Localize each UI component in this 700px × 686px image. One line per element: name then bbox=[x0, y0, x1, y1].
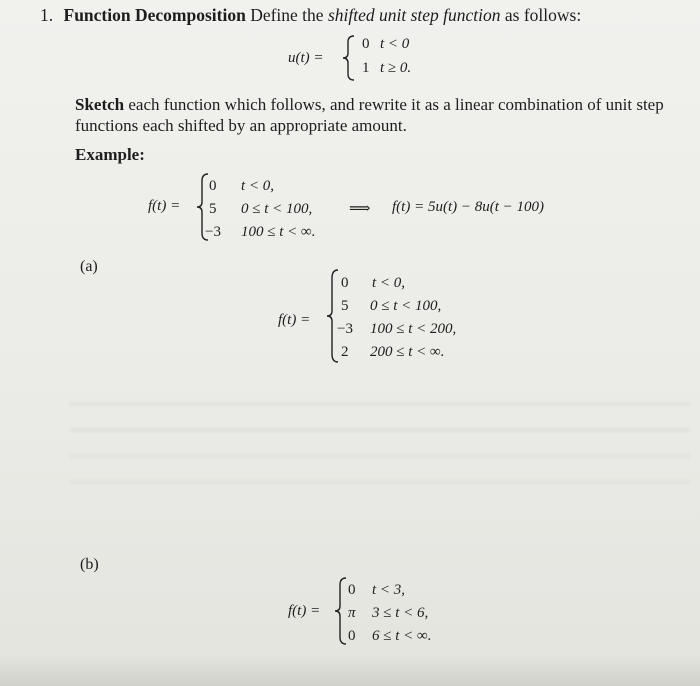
problem-intro-tail: as follows: bbox=[504, 5, 582, 25]
example-label: Example: bbox=[75, 145, 145, 164]
example-case-1-value: 5 bbox=[209, 201, 217, 217]
part-a-case-2-condition: 100 ≤ t < 200, bbox=[370, 321, 457, 337]
example-case-2-condition: 100 ≤ t < ∞. bbox=[241, 224, 316, 240]
instructions-paragraph bbox=[75, 94, 665, 136]
unit-step-case-1-condition: t ≥ 0. bbox=[380, 60, 412, 76]
part-b-brace bbox=[334, 576, 348, 646]
page-edge-shadow bbox=[0, 655, 700, 686]
instructions-text: each function which follows, and rewrite it as a linear combination of unit step functions each shifted by an appropriate amount. bbox=[75, 95, 664, 135]
part-a-case-2-value: −3 bbox=[337, 321, 353, 337]
instructions-sketch-word: Sketch bbox=[75, 95, 125, 114]
problem-number: 1. bbox=[40, 5, 54, 25]
unit-step-case-0-condition: t < 0 bbox=[380, 36, 410, 52]
problem-title: Function Decomposition bbox=[63, 5, 246, 25]
part-b-case-0-value: 0 bbox=[348, 582, 356, 598]
problem-heading bbox=[40, 5, 581, 26]
part-a-label: (a) bbox=[80, 258, 98, 275]
example-lhs: f(t) = bbox=[148, 198, 181, 214]
example-case-0-value: 0 bbox=[209, 178, 217, 194]
part-a-case-3-value: 2 bbox=[341, 344, 349, 360]
part-b-case-0-condition: t < 3, bbox=[372, 582, 406, 598]
implies-arrow: ⟹ bbox=[349, 201, 371, 217]
part-a-case-0-condition: t < 0, bbox=[372, 275, 406, 291]
problem-intro: Define the bbox=[250, 5, 324, 25]
part-b-case-1-value: π bbox=[348, 605, 356, 621]
unit-step-case-1-value: 1 bbox=[362, 60, 370, 76]
unit-step-brace bbox=[342, 34, 356, 82]
example-case-2-value: −3 bbox=[205, 224, 221, 240]
example-case-1-condition: 0 ≤ t < 100, bbox=[241, 201, 313, 217]
part-b-lhs: f(t) = bbox=[288, 603, 321, 619]
paper-texture bbox=[70, 380, 690, 490]
example-case-0-condition: t < 0, bbox=[241, 178, 275, 194]
part-b-case-1-condition: 3 ≤ t < 6, bbox=[372, 605, 429, 621]
unit-step-case-0-value: 0 bbox=[362, 36, 370, 52]
part-a-lhs: f(t) = bbox=[278, 312, 311, 328]
part-b-case-2-condition: 6 ≤ t < ∞. bbox=[372, 628, 432, 644]
part-b-label: (b) bbox=[80, 556, 99, 573]
part-a-brace bbox=[326, 268, 340, 364]
part-a-case-3-condition: 200 ≤ t < ∞. bbox=[370, 344, 445, 360]
part-a-case-0-value: 0 bbox=[341, 275, 349, 291]
part-a-case-1-condition: 0 ≤ t < 100, bbox=[370, 298, 442, 314]
problem-emphasis: shifted unit step function bbox=[327, 5, 501, 25]
part-a-case-1-value: 5 bbox=[341, 298, 349, 314]
part-b-case-2-value: 0 bbox=[348, 628, 356, 644]
example-result: f(t) = 5u(t) − 8u(t − 100) bbox=[392, 199, 545, 215]
unit-step-lhs: u(t) = bbox=[288, 50, 324, 66]
